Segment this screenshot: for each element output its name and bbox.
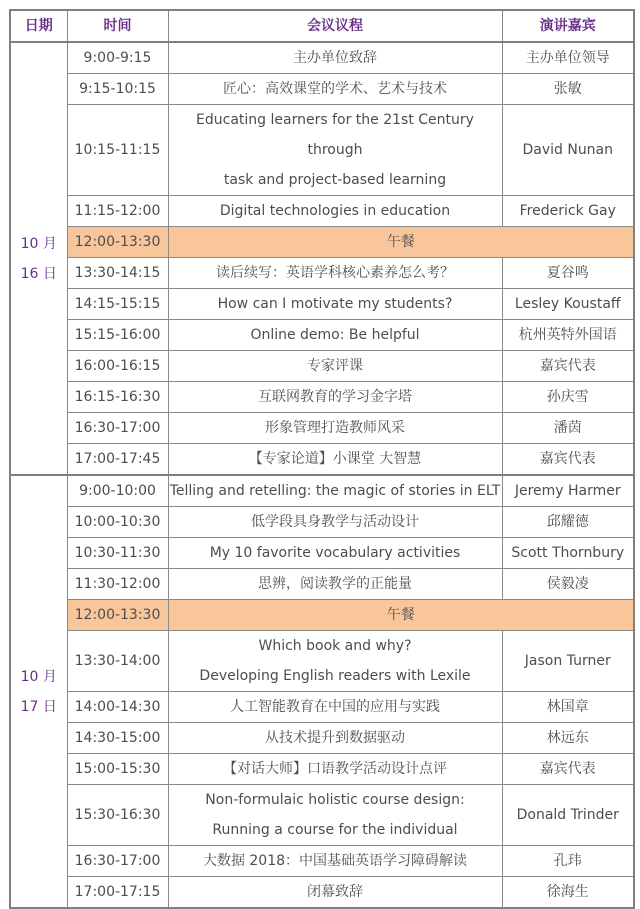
agenda-topic: [168, 289, 502, 320]
lunch-label: 午餐: [168, 227, 634, 258]
session-row: [10, 351, 634, 382]
time-cell: 15:15-16:00: [67, 320, 168, 351]
agenda-topic-line: 读后续写：英语学科核心素养怎么考？: [216, 265, 454, 281]
time-cell: 16:15-16:30: [67, 382, 168, 413]
session-row: [10, 320, 634, 351]
session-row: [10, 877, 634, 909]
agenda-topic-line: How can I motivate my students?: [217, 296, 453, 312]
time-cell: 9:00-10:00: [67, 475, 168, 507]
session-row: [10, 444, 634, 476]
session-row: [10, 475, 634, 507]
agenda-topic: [168, 258, 502, 289]
speaker-cell: Jeremy Harmer: [502, 475, 634, 507]
agenda-topic-line: My 10 favorite vocabulary activities: [209, 545, 461, 561]
agenda-topic: [168, 877, 502, 909]
agenda-topic: [168, 351, 502, 382]
agenda-topic: [168, 382, 502, 413]
session-row: [10, 42, 634, 74]
agenda-topic-line: 【专家论道】小课堂 大智慧: [248, 451, 422, 467]
date-month: 10 月: [20, 668, 57, 685]
speaker-cell: Lesley Koustaff: [502, 289, 634, 320]
speaker-cell: 侯毅凌: [502, 569, 634, 600]
speaker-cell: 林远东: [502, 723, 634, 754]
agenda-topic: [168, 754, 502, 785]
agenda-topic-line: 从技术提升到数据驱动: [265, 730, 405, 746]
speaker-cell: Frederick Gay: [502, 196, 634, 227]
date-day: 16 日: [20, 265, 57, 282]
agenda-topic: [168, 42, 502, 74]
time-cell: 14:15-15:15: [67, 289, 168, 320]
agenda-topic: [168, 723, 502, 754]
header-agenda: 会议议程: [168, 10, 502, 42]
time-cell: 10:15-11:15: [67, 105, 168, 196]
agenda-topic: [168, 785, 502, 846]
date-cell: [10, 475, 67, 908]
session-row: [10, 413, 634, 444]
agenda-topic: [168, 413, 502, 444]
time-cell: 14:00-14:30: [67, 692, 168, 723]
schedule-page: [9, 9, 633, 900]
speaker-cell: 邱耀德: [502, 507, 634, 538]
agenda-topic-line: 形象管理打造教师风采: [265, 420, 405, 436]
time-cell: 16:30-17:00: [67, 413, 168, 444]
time-cell: 17:00-17:15: [67, 877, 168, 909]
session-row: [10, 538, 634, 569]
agenda-topic-line: 匠心：高效课堂的学术、艺术与技术: [223, 81, 447, 97]
time-cell: 15:00-15:30: [67, 754, 168, 785]
time-cell: 10:30-11:30: [67, 538, 168, 569]
time-cell: 12:00-13:30: [67, 227, 168, 258]
session-row: [10, 631, 634, 692]
agenda-topic-line: Online demo: Be helpful: [250, 327, 420, 343]
agenda-topic-line: 主办单位致辞: [293, 50, 377, 66]
time-cell: 17:00-17:45: [67, 444, 168, 476]
time-cell: 14:30-15:00: [67, 723, 168, 754]
conference-schedule-table: [9, 9, 635, 909]
time-cell: 9:00-9:15: [67, 42, 168, 74]
agenda-topic-line: 闭幕致辞: [307, 884, 363, 900]
agenda-topic-line: 思辨，阅读教学的正能量: [258, 576, 412, 592]
session-row: [10, 289, 634, 320]
speaker-cell: 林国章: [502, 692, 634, 723]
header-speaker: 演讲嘉宾: [502, 10, 634, 42]
agenda-topic-line: Telling and retelling: the magic of stories in ELT: [169, 483, 501, 499]
time-cell: 15:30-16:30: [67, 785, 168, 846]
agenda-topic: [168, 105, 502, 196]
schedule-body: [10, 42, 634, 908]
speaker-cell: 嘉宾代表: [502, 351, 634, 382]
header-row: [10, 10, 634, 42]
lunch-label: 午餐: [168, 600, 634, 631]
session-row: [10, 74, 634, 105]
session-row: [10, 258, 634, 289]
session-row: [10, 692, 634, 723]
agenda-topic: [168, 692, 502, 723]
session-row: [10, 754, 634, 785]
speaker-cell: 徐海生: [502, 877, 634, 909]
agenda-topic: [168, 196, 502, 227]
agenda-topic: [168, 74, 502, 105]
speaker-cell: 张敏: [502, 74, 634, 105]
agenda-topic-line: 互联网教育的学习金字塔: [258, 389, 412, 405]
speaker-cell: Scott Thornbury: [502, 538, 634, 569]
lunch-row: [10, 600, 634, 631]
speaker-cell: 孙庆雪: [502, 382, 634, 413]
speaker-cell: Donald Trinder: [502, 785, 634, 846]
session-row: [10, 569, 634, 600]
speaker-cell: 杭州英特外国语: [502, 320, 634, 351]
agenda-topic-line: 人工智能教育在中国的应用与实践: [230, 699, 440, 715]
time-cell: 16:30-17:00: [67, 846, 168, 877]
agenda-topic-line: Which book and why?: [258, 638, 412, 654]
speaker-cell: 潘茵: [502, 413, 634, 444]
time-cell: 16:00-16:15: [67, 351, 168, 382]
agenda-topic: [168, 475, 502, 507]
session-row: [10, 785, 634, 846]
header-time: 时间: [67, 10, 168, 42]
agenda-topic-line: 专家评课: [307, 358, 363, 374]
time-cell: 10:00-10:30: [67, 507, 168, 538]
date-month: 10 月: [20, 235, 57, 252]
agenda-topic-line: Digital technologies in education: [219, 203, 451, 219]
lunch-row: [10, 227, 634, 258]
speaker-cell: 孔玮: [502, 846, 634, 877]
speaker-cell: David Nunan: [502, 105, 634, 196]
agenda-topic-line: 大数据 2018：中国基础英语学习障碍解读: [202, 853, 468, 869]
time-cell: 13:30-14:00: [67, 631, 168, 692]
agenda-topic-line: task and project-based learning: [223, 172, 447, 188]
session-row: [10, 382, 634, 413]
agenda-topic: [168, 846, 502, 877]
time-cell: 9:15-10:15: [67, 74, 168, 105]
session-row: [10, 196, 634, 227]
agenda-topic-line: Non-formulaic holistic course design:: [205, 792, 465, 808]
agenda-topic: [168, 444, 502, 476]
session-row: [10, 105, 634, 196]
time-cell: 13:30-14:15: [67, 258, 168, 289]
agenda-topic-line: 【对话大师】口语教学活动设计点评: [223, 761, 447, 777]
speaker-cell: 嘉宾代表: [502, 754, 634, 785]
session-row: [10, 723, 634, 754]
header-date: 日期: [10, 10, 67, 42]
time-cell: 11:15-12:00: [67, 196, 168, 227]
agenda-topic: [168, 320, 502, 351]
agenda-topic-line: Educating learners for the 21st Century through: [196, 112, 474, 158]
date-cell: [10, 42, 67, 475]
agenda-topic-line: Running a course for the individual: [212, 822, 458, 838]
agenda-topic-line: 低学段具身教学与活动设计: [251, 514, 419, 530]
speaker-cell: 嘉宾代表: [502, 444, 634, 476]
speaker-cell: 主办单位领导: [502, 42, 634, 74]
agenda-topic: [168, 538, 502, 569]
agenda-topic: [168, 507, 502, 538]
speaker-cell: 夏谷鸣: [502, 258, 634, 289]
time-cell: 12:00-13:30: [67, 600, 168, 631]
agenda-topic: [168, 631, 502, 692]
session-row: [10, 846, 634, 877]
agenda-topic: [168, 569, 502, 600]
date-day: 17 日: [20, 698, 57, 715]
session-row: [10, 507, 634, 538]
agenda-topic-line: Developing English readers with Lexile: [199, 668, 471, 684]
speaker-cell: Jason Turner: [502, 631, 634, 692]
time-cell: 11:30-12:00: [67, 569, 168, 600]
